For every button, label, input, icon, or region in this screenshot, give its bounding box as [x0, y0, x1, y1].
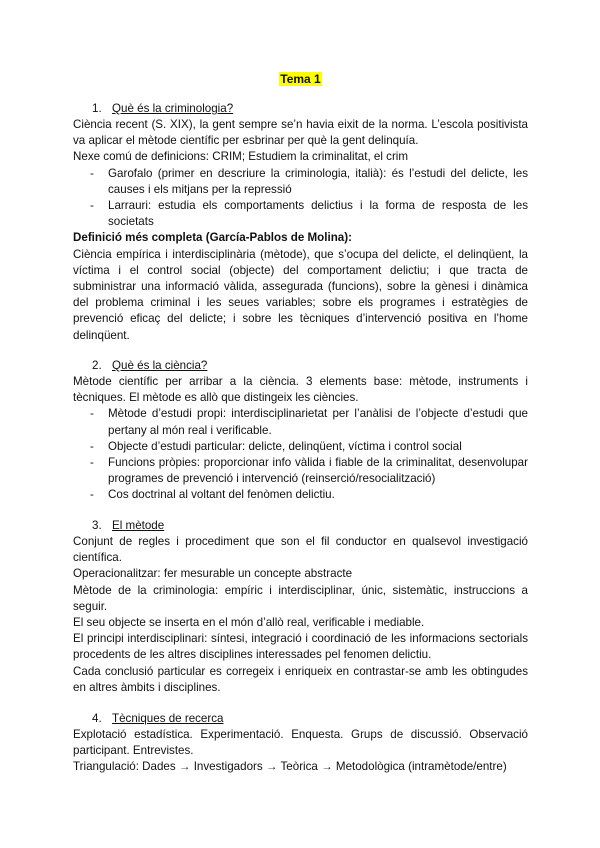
section-number: 2. — [92, 359, 102, 372]
bullet-list — [73, 166, 528, 231]
paragraph: Ciència empírica i interdisciplinària (mètode), que s’ocupa del delicte, el delinqüent, la víctima i el control social (objecte) del comportament delictiu; i que tracta de subministrar una informació vàlida, assegurada (funcions), sobre la gènesi i dinàmica del problema criminal i les seues variables; sobre els programes i estratègies de prevenció eficaç del delicte; i sobre les tècniques d’intervenció positiva en l’home delinqüent. — [73, 247, 528, 342]
list-item-text: Mètode d’estudi propi: interdisciplinarietat per l’anàlisi de l’objecte d’estudi que pertany al món real i verificable. — [108, 407, 528, 437]
section-heading — [92, 101, 528, 117]
paragraph: El principi interdisciplinari: síntesi, integració i coordinació de les informacions sectorials procedents de les altres disciplines interessades pel fenomen delictiu. — [73, 632, 528, 662]
section-heading — [92, 711, 528, 727]
section-title: El mètode — [112, 519, 165, 532]
title-highlight: Tema 1 — [280, 72, 321, 86]
section-2 — [73, 358, 528, 504]
section-title: Què és la ciència? — [112, 359, 208, 372]
section-number: 3. — [92, 519, 102, 532]
list-item-text: Larrauri: estudia els comportaments delictius i la forma de resposta de les societats — [108, 199, 528, 229]
paragraph: Mètode de la criminologia: empíric i interdisciplinar, únic, sistemàtic, instruccions a seguir. — [73, 583, 528, 613]
bold-definition-heading: Definició més completa (García-Pablos de Molina): — [73, 231, 352, 245]
list-item-text: Cos doctrinal al voltant del fenòmen delictiu. — [108, 488, 335, 502]
paragraph: Triangulació: Dades → Investigadors → Teòrica → Metodològica (intramètode/entre) — [73, 760, 507, 774]
section-heading — [92, 358, 528, 374]
list-item: - Garofalo (primer en descriure la criminologia, italià): és l’estudi del delicte, les causes i els mitjans per la repressió — [90, 166, 528, 196]
list-item: - Mètode d’estudi propi: interdisciplinarietat per l’anàlisi de l’objecte d’estudi que pertany al món real i verificable. — [90, 407, 528, 437]
bullet-list — [73, 406, 528, 503]
section-1 — [73, 101, 528, 344]
paragraph: Nexe comú de definicions: CRIM; Estudiem la criminalitat, el crim — [73, 150, 409, 164]
section-title: Tècniques de recerca — [112, 712, 224, 725]
paragraph: Operacionalitzar: fer mesurable un concepte abstracte — [73, 567, 353, 581]
document-title — [73, 72, 528, 86]
section-heading — [92, 518, 528, 534]
list-item: - Funcions pròpies: proporcionar info vàlida i fiable de la criminalitat, desenvolupar programes de prevenció i intervenció (reinserció/resocialització) — [90, 456, 528, 486]
section-4 — [73, 711, 528, 776]
section-title: Què és la criminologia? — [112, 102, 234, 115]
paragraph: El seu objecte se inserta en el món d’allò real, verificable i mediable. — [73, 616, 425, 630]
paragraph: Ciència recent (S. XIX), la gent sempre se’n havia eixit de la norma. L’escola positivista va aplicar el mètode científic per esbrinar per què la gent delinquía. — [73, 118, 528, 148]
paragraph: Conjunt de regles i procediment que son el fil conductor en qualsevol investigació científica. — [73, 535, 528, 565]
section-3 — [73, 518, 528, 696]
list-item: - Objecte d’estudi particular: delicte, delinqüent, víctima i control social — [90, 439, 462, 453]
list-item: - Larrauri: estudia els comportaments delictius i la forma de resposta de les societats — [90, 199, 528, 229]
paragraph: Explotació estadística. Experimentació. Enquesta. Grups de discussió. Observació participant. Entrevistes. — [73, 728, 528, 758]
list-item-text: Funcions pròpies: proporcionar info vàlida i fiable de la criminalitat, desenvolupar programes de prevenció i intervenció (reinserció/resocialització) — [108, 456, 528, 486]
list-item-text: Garofalo (primer en descriure la criminologia, italià): és l’estudi del delicte, les causes i els mitjans per la repressió — [108, 166, 528, 196]
list-item-text: Objecte d’estudi particular: delicte, delinqüent, víctima i control social — [108, 439, 462, 453]
paragraph: Mètode científic per arribar a la ciència. 3 elements base: mètode, instruments i tècniques. El mètode es allò que distingeix les ciències. — [73, 375, 528, 405]
section-number: 1. — [92, 102, 102, 115]
list-item: - Cos doctrinal al voltant del fenòmen delictiu. — [90, 488, 335, 502]
section-number: 4. — [92, 712, 102, 725]
paragraph: Cada conclusió particular es corregeix i enriqueix en contrastar-se amb les obtingudes en altres àmbits i disciplines. — [73, 664, 528, 694]
